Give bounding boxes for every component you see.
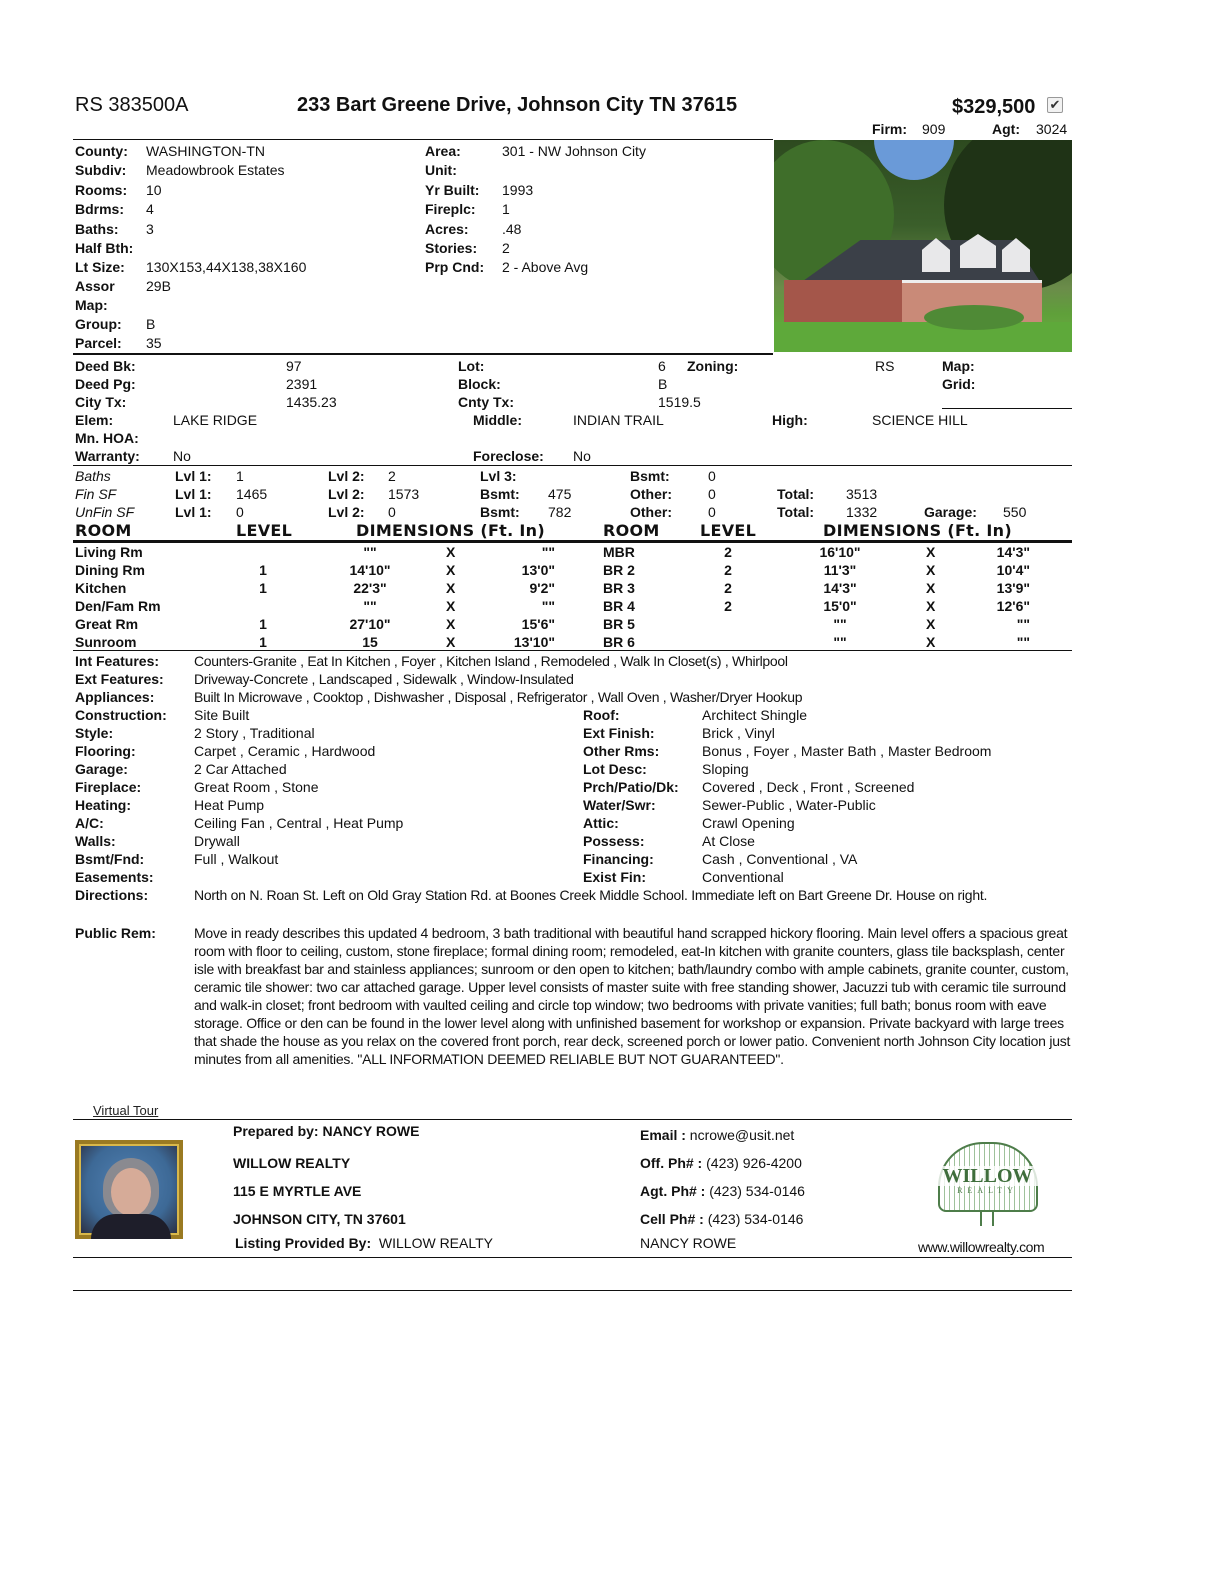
total-label: Total: — [777, 504, 815, 520]
room-width: "" — [833, 634, 847, 650]
agent-phone-row: Agt. Ph# : (423) 534-0146 — [640, 1183, 805, 1199]
summary-row: Half Bth: — [75, 240, 134, 256]
high-label: High: — [772, 412, 808, 428]
detail-row: Bsmt/Fnd: Full , Walkout — [75, 851, 279, 867]
middle-label: Middle: — [473, 412, 522, 428]
deed-bk-label: Deed Bk: — [75, 358, 136, 374]
detail-row: Style: 2 Story , Traditional — [75, 725, 315, 741]
listing-provided: Listing Provided By: WILLOW REALTY — [235, 1235, 493, 1251]
room-x: X — [926, 580, 936, 596]
summary-row: Unit: — [425, 162, 457, 178]
lvl1-label: Lvl 1: — [175, 486, 212, 502]
room-x: X — [926, 634, 936, 650]
detail-row: Flooring: Carpet , Ceramic , Hardwood — [75, 743, 376, 759]
other-label: Other: — [630, 486, 672, 502]
room-length: 10'4" — [996, 562, 1030, 578]
divider — [942, 408, 1072, 409]
firm-label: Firm: — [872, 121, 907, 137]
room-width: 16'10" — [819, 544, 861, 560]
room-x: X — [926, 598, 936, 614]
fin-sf-row-label: Fin SF — [75, 486, 117, 502]
directions-text: North on N. Roan St. Left on Old Gray Station Rd. at Boones Creek Middle School. Immediate left on Bart Greene Dr. House on right. — [194, 887, 988, 903]
room-width: 14'10" — [349, 562, 391, 578]
logo-text: WILLOW — [930, 1166, 1045, 1186]
bsmt-label: Bsmt: — [630, 468, 670, 484]
garage-label: Garage: — [924, 504, 977, 520]
lvl2-label: Lvl 2: — [328, 468, 365, 484]
prepared-by: Prepared by: NANCY ROWE — [233, 1123, 420, 1139]
room-level: 1 — [259, 580, 267, 596]
lvl2-value: 0 — [388, 504, 396, 520]
divider — [73, 650, 1072, 651]
office-street: 115 E MYRTLE AVE — [233, 1183, 362, 1199]
room-length: 9'2" — [529, 580, 555, 596]
divider — [73, 1119, 1072, 1120]
summary-row: Bdrms: 4 — [75, 201, 154, 217]
room-name: Den/Fam Rm — [75, 598, 161, 614]
detail-row: Water/Swr: Sewer-Public , Water-Public — [583, 797, 876, 813]
city-tx-value: 1435.23 — [286, 394, 337, 410]
level-col-header: LEVEL — [236, 521, 293, 540]
middle-value: INDIAN TRAIL — [573, 412, 664, 428]
deed-pg-label: Deed Pg: — [75, 376, 136, 392]
feature-row: Appliances: Built In Microwave , Cooktop , Dishwasher , Disposal , Refrigerator , Wall Oven , Washer/Dryer Hookup — [75, 689, 803, 705]
lvl2-value: 1573 — [388, 486, 420, 502]
room-length: "" — [1016, 634, 1030, 650]
summary-row: Subdiv: Meadowbrook Estates — [75, 162, 285, 178]
summary-row: Area: 301 - NW Johnson City — [425, 143, 646, 159]
room-length: 13'9" — [996, 580, 1030, 596]
property-address: 233 Bart Greene Drive, Johnson City TN 37615 — [297, 94, 738, 116]
room-x: X — [926, 562, 936, 578]
lvl1-label: Lvl 1: — [175, 468, 212, 484]
room-length: 13'0" — [521, 562, 555, 578]
willow-realty-logo — [930, 1140, 1045, 1230]
detail-row: Prch/Patio/Dk: Covered , Deck , Front , Screened — [583, 779, 915, 795]
room-length: 13'10" — [513, 634, 555, 650]
room-x: X — [446, 580, 456, 596]
lvl1-value: 1 — [236, 468, 244, 484]
room-x: X — [446, 598, 456, 614]
room-level: 1 — [259, 634, 267, 650]
agent-value: 3024 — [1036, 121, 1068, 137]
baths-row-label: Baths — [75, 468, 111, 484]
room-level: 2 — [724, 562, 732, 578]
warranty-label: Warranty: — [75, 448, 140, 464]
detail-row: Possess: At Close — [583, 833, 755, 849]
room-col-header: ROOM — [75, 521, 132, 540]
lvl2-value: 2 — [388, 468, 396, 484]
detail-row: Ext Finish: Brick , Vinyl — [583, 725, 775, 741]
block-label: Block: — [458, 376, 501, 392]
room-x: X — [926, 616, 936, 632]
listing-id: RS 383500A — [75, 94, 189, 116]
garage-value: 550 — [1003, 504, 1027, 520]
lvl1-value: 1465 — [236, 486, 268, 502]
feature-row: Ext Features: Driveway-Concrete , Landscaped , Sidewalk , Window-Insulated — [75, 671, 574, 687]
office-name: WILLOW REALTY — [233, 1155, 351, 1171]
room-width: 15'0" — [823, 598, 857, 614]
room-length: 14'3" — [996, 544, 1030, 560]
room-width: 14'3" — [823, 580, 857, 596]
other-value: 0 — [708, 504, 716, 520]
cnty-tx-label: Cnty Tx: — [458, 394, 514, 410]
unfin-sf-row-label: UnFin SF — [75, 504, 135, 520]
room-name: Kitchen — [75, 580, 127, 596]
dims-col-header: DIMENSIONS (Ft. In) — [356, 521, 545, 540]
summary-row: Baths: 3 — [75, 221, 154, 237]
bsmt-label: Bsmt: — [480, 504, 520, 520]
total-value: 1332 — [846, 504, 878, 520]
hoa-label: Mn. HOA: — [75, 430, 139, 446]
deed-bk-value: 97 — [286, 358, 302, 374]
divider — [73, 1257, 1072, 1258]
photo-sky — [874, 140, 954, 180]
dims-col-header: DIMENSIONS (Ft. In) — [823, 521, 1012, 540]
detail-row: Exist Fin: Conventional — [583, 869, 784, 885]
divider — [73, 1290, 1072, 1291]
property-photo[interactable] — [774, 140, 1072, 352]
summary-row: Stories: 2 — [425, 240, 510, 256]
summary-row: Rooms: 10 — [75, 182, 162, 198]
high-value: SCIENCE HILL — [872, 412, 968, 428]
detail-row: Fireplace: Great Room , Stone — [75, 779, 319, 795]
room-level: 1 — [259, 616, 267, 632]
photo-bush — [924, 305, 1024, 330]
room-width: "" — [363, 544, 377, 560]
summary-row: Parcel: 35 — [75, 335, 162, 351]
grid-label: Grid: — [942, 376, 976, 392]
room-name: BR 4 — [603, 598, 635, 614]
room-name: MBR — [603, 544, 635, 560]
room-name: Great Rm — [75, 616, 139, 632]
summary-row: Acres: .48 — [425, 221, 522, 237]
room-x: X — [446, 544, 456, 560]
directions-label: Directions: — [75, 887, 149, 903]
cnty-tx-value: 1519.5 — [658, 394, 701, 410]
detail-row: Construction: Site Built — [75, 707, 250, 723]
detail-row: Roof: Architect Shingle — [583, 707, 808, 723]
elem-label: Elem: — [75, 412, 114, 428]
bsmt-value: 0 — [708, 468, 716, 484]
city-tx-label: City Tx: — [75, 394, 127, 410]
agent-label: Agt: — [992, 121, 1020, 137]
lvl3-label: Lvl 3: — [480, 468, 517, 484]
zoning-value: RS — [875, 358, 895, 374]
detail-row: Financing: Cash , Conventional , VA — [583, 851, 858, 867]
detail-row: Heating: Heat Pump — [75, 797, 265, 813]
divider — [73, 540, 1072, 543]
room-x: X — [446, 616, 456, 632]
summary-row: Fireplc: 1 — [425, 201, 510, 217]
other-label: Other: — [630, 504, 672, 520]
detail-row: Easements: — [75, 869, 154, 885]
lvl2-label: Lvl 2: — [328, 504, 365, 520]
bsmt-label: Bsmt: — [480, 486, 520, 502]
room-width: "" — [833, 616, 847, 632]
room-length: "" — [1016, 616, 1030, 632]
lot-value: 6 — [658, 358, 666, 374]
office-phone-row: Off. Ph# : (423) 926-4200 — [640, 1155, 802, 1171]
room-name: BR 5 — [603, 616, 635, 632]
room-level: 1 — [259, 562, 267, 578]
office-city: JOHNSON CITY, TN 37601 — [233, 1211, 406, 1227]
foreclose-value: No — [573, 448, 591, 464]
lvl1-value: 0 — [236, 504, 244, 520]
room-name: BR 3 — [603, 580, 635, 596]
other-value: 0 — [708, 486, 716, 502]
checkmark-icon: ✔ — [1047, 97, 1063, 113]
remarks-label: Public Rem: — [75, 925, 156, 941]
block-value: B — [658, 376, 668, 392]
divider — [73, 139, 773, 140]
divider — [73, 353, 773, 355]
room-width: 15 — [362, 634, 378, 650]
room-col-header: ROOM — [603, 521, 660, 540]
divider — [73, 465, 1072, 466]
room-x: X — [446, 634, 456, 650]
room-level: 2 — [724, 544, 732, 560]
room-length: "" — [541, 598, 555, 614]
lot-label: Lot: — [458, 358, 485, 374]
willow-trunk-icon — [980, 1212, 994, 1226]
summary-row: Prp Cnd: 2 - Above Avg — [425, 259, 589, 275]
detail-row: Lot Desc: Sloping — [583, 761, 749, 777]
total-label: Total: — [777, 486, 815, 502]
summary-row: Yr Built: 1993 — [425, 182, 534, 198]
summary-row: Map: — [75, 297, 108, 313]
email-link[interactable]: ncrowe@usit.net — [689, 1127, 795, 1143]
room-length: "" — [541, 544, 555, 560]
room-name: Dining Rm — [75, 562, 145, 578]
room-width: 11'3" — [823, 562, 857, 578]
lvl2-label: Lvl 2: — [328, 486, 365, 502]
virtual-tour-link[interactable]: Virtual Tour — [93, 1103, 159, 1118]
agent-photo-face — [111, 1168, 151, 1216]
agent-name: NANCY ROWE — [640, 1235, 737, 1251]
agent-photo-body — [91, 1214, 171, 1239]
total-value: 3513 — [846, 486, 878, 502]
detail-row: Walls: Drywall — [75, 833, 240, 849]
email-row: Email : ncrowe@usit.net — [640, 1127, 795, 1143]
logo-subtext: REALTY — [957, 1186, 1018, 1195]
list-price: $329,500 — [952, 96, 1036, 118]
warranty-value: No — [173, 448, 191, 464]
detail-row: Other Rms: Bonus , Foyer , Master Bath , Master Bedroom — [583, 743, 992, 759]
feature-row: Int Features: Counters-Granite , Eat In Kitchen , Foyer , Kitchen Island , Remodeled , Walk In Closet(s) , Whirlpool — [75, 653, 788, 669]
remarks-text: Move in ready describes this updated 4 bedroom, 3 bath traditional with beautiful hand scrapped hickory flooring. Main level offers a spacious great room with floor to ceiling, custom, stone fireplace; formal dining room; remodeled, eat-In kitchen with granite counters, glass tile backsplash, center isle with breakfast bar and stainless appliances; sunroom or den open to kitchen; bath/laundry combo with ample cabinets, granite counter, custom, ceramic tile shower: two car attached garage. Upper level consists of master suite with free standing shower, Jacuzzi tub with ceramic tile surround and walk-in closet; front bedroom with vaulted ceiling and circle top window; two bedrooms with private vanities; full bath; bonus room with eave storage. Office or den can be found in the lower level along with unfinished basement for workshop or expansion. Private backyard with large trees that shade the house as you relax on the covered front porch, rear deck, screened porch or lower patio. Convenient north Johnson City location just minutes from all amenities. "ALL INFORMATION DEEMED RELIABLE BUT NOT GUARANTEED". — [194, 925, 1071, 1067]
elem-value: LAKE RIDGE — [173, 412, 258, 428]
room-width: 22'3" — [353, 580, 387, 596]
agent-photo — [75, 1140, 183, 1239]
deed-pg-value: 2391 — [286, 376, 318, 392]
room-width: "" — [363, 598, 377, 614]
firm-value: 909 — [922, 121, 946, 137]
room-length: 12'6" — [996, 598, 1030, 614]
room-level: 2 — [724, 598, 732, 614]
room-width: 27'10" — [349, 616, 391, 632]
foreclose-label: Foreclose: — [473, 448, 544, 464]
website-link[interactable]: www.willowrealty.com — [918, 1239, 1045, 1255]
room-level: 2 — [724, 580, 732, 596]
lvl1-label: Lvl 1: — [175, 504, 212, 520]
room-name: Living Rm — [75, 544, 143, 560]
detail-row: Garage: 2 Car Attached — [75, 761, 287, 777]
detail-row: A/C: Ceiling Fan , Central , Heat Pump — [75, 815, 404, 831]
bsmt-value: 782 — [548, 504, 572, 520]
map-label: Map: — [942, 358, 975, 374]
room-x: X — [926, 544, 936, 560]
summary-row: Lt Size: 130X153,44X138,38X160 — [75, 259, 307, 275]
level-col-header: LEVEL — [700, 521, 757, 540]
cell-phone-row: Cell Ph# : (423) 534-0146 — [640, 1211, 804, 1227]
room-name: BR 6 — [603, 634, 635, 650]
room-name: Sunroom — [75, 634, 137, 650]
summary-row: County: WASHINGTON-TN — [75, 143, 265, 159]
room-length: 15'6" — [521, 616, 555, 632]
room-name: BR 2 — [603, 562, 635, 578]
zoning-label: Zoning: — [687, 358, 739, 374]
summary-row: Group: B — [75, 316, 156, 332]
room-x: X — [446, 562, 456, 578]
photo-lawn — [774, 322, 1072, 352]
detail-row: Attic: Crawl Opening — [583, 815, 795, 831]
bsmt-value: 475 — [548, 486, 572, 502]
summary-row: Assor 29B — [75, 278, 171, 294]
